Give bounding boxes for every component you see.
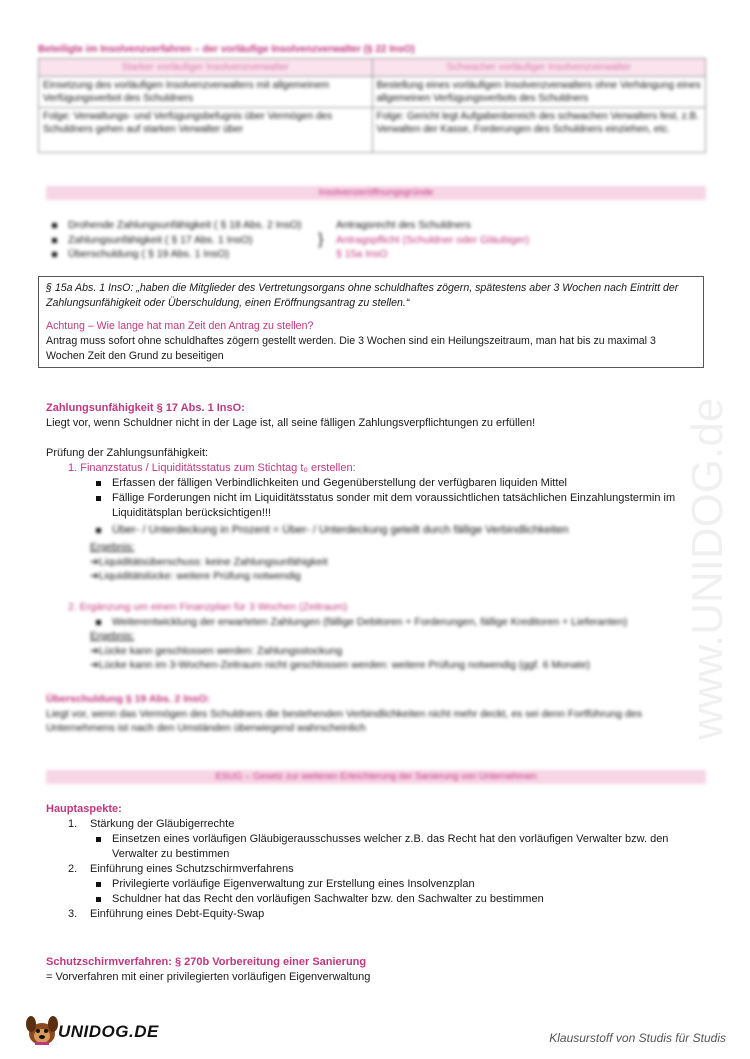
numbered-item (68, 907, 706, 922)
grounds-list (46, 218, 346, 262)
table-cell: Folge: Verwaltungs- und Verfügungsbefugnis über Vermögen des Schuldners gehen auf starken Verwalter über (39, 108, 373, 153)
section-title: Hauptaspekte: (46, 803, 122, 815)
section-banner-esug: ESUG – Gesetz zur weiteren Erleichterung der Sanierung von Unternehmen (46, 770, 706, 784)
grounds-right-item: Antragspflicht (Schuldner oder Gläubiger) (336, 233, 530, 246)
question-text: Achtung – Wie lange hat man Zeit den Antrag zu stellen? (46, 320, 314, 332)
item-number: 3. (68, 908, 78, 920)
list-item: Drohende Zahlungsunfähigkeit ( § 18 Abs. 2 InsO) (46, 218, 346, 233)
section-title: Schutzschirmverfahren: § 270b Vorbereitung einer Sanierung (46, 956, 367, 968)
list-item: Über- / Unterdeckung in Prozent = Über- / Unterdeckung geteilt durch fällige Verbindlichkeiten (90, 523, 710, 538)
watermark (680, 240, 740, 760)
list-item: Weiterentwicklung der erwarteten Zahlungen (fällige Debitoren + Forderungen, fällige Kreditoren + Lieferanten) (90, 615, 708, 630)
zahlungsunfaehigkeit-section (46, 401, 706, 521)
paragraph: Liegt vor, wenn Schuldner nicht in der Lage ist, all seine fälligen Zahlungsverpflichtungen zu erfüllen! (46, 417, 536, 429)
table-row (39, 77, 706, 108)
ergebnis-item: ➔Lücke kann geschlossen werden: Zahlungsstockung (90, 644, 343, 657)
unidog-logo (22, 1012, 162, 1048)
item-text: Einführung eines Schutzschirmverfahrens (90, 863, 294, 875)
quote-text: § 15a Abs. 1 InsO: „haben die Mitglieder des Vertretungsorgans ohne schuldhaftes zögern, spätestens aber 3 Wochen nach Eintritt der Zahlungsunfähigkeit oder Überschuldung, einen Eröffnungsantrag zu stellen.“ (46, 282, 679, 309)
item-text: Stärkung der Gläubigerrechte (90, 818, 235, 830)
ergebnis-item: ➔Liquiditätslücke: weitere Prüfung notwendig (90, 570, 301, 582)
ergebnis-label: Ergebnis: (90, 630, 135, 642)
table-row (39, 108, 706, 153)
item-number: 1. (68, 818, 78, 830)
numbered-item (68, 862, 706, 877)
table-header-cell: Schwacher vorläufiger Insolvenzverwalter (372, 59, 706, 77)
ergebnis-label: Ergebnis: (90, 541, 135, 553)
ergebnis-item: ➔Lücke kann im 3-Wochen-Zeitraum nicht geschlossen werden: weitere Prüfung notwendig (ggf. 6 Monate) (90, 659, 591, 671)
list-item: Zahlungsunfähigkeit ( § 17 Abs. 1 InsO) (46, 233, 346, 248)
zahlungsunfaehigkeit-blurred (90, 523, 710, 584)
grounds-right (336, 218, 596, 262)
step-title: 1. Finanzstatus / Liquiditätsstatus zum Stichtag t₀ erstellen: (68, 462, 356, 474)
paragraph: Prüfung der Zahlungsunfähigkeit: (46, 447, 209, 459)
list-item: Privilegierte vorläufige Eigenverwaltung zur Erstellung eines Insolvenzplan (90, 877, 706, 892)
table-cell: Bestellung eines vorläufigen Insolvenzverwalters ohne Verhängung eines allgemeinen Verfügungsverbots des Schuldners (372, 77, 706, 108)
hauptaspekte-section (46, 802, 706, 922)
item-text: Einführung eines Debt-Equity-Swap (90, 908, 265, 920)
paragraph: Liegt vor, wenn das Vermögen des Schuldners die bestehenden Verbindlichkeiten nicht mehr deckt, es sei denn Fortführung des Unternehmens ist nach den Umständen überwiegend wahrscheinlich (46, 707, 642, 734)
list-item: Überschuldung ( § 19 Abs. 1 InsO) (46, 247, 346, 262)
schutzschirm-section (46, 955, 706, 985)
logo-text: UNIDOG.DE (58, 1022, 159, 1041)
watermark-text: www.UNIDOG.de (683, 397, 732, 740)
quote-box (38, 276, 704, 368)
ueberschuldung-section (46, 692, 706, 736)
step2-block (68, 600, 708, 673)
list-item: Fällige Forderungen nicht im Liquiditätsstatus sonder mit dem voraussichtlichen tatsächlichen Einzahlungstermin im Liquiditätsplan berücksichtigen!!! (90, 491, 706, 521)
footer-tagline: Klausurstoff von Studis für Studis (549, 1031, 726, 1045)
item-number: 2. (68, 863, 78, 875)
section-heading-verwalter: Beteiligte im Insolvenzverfahren – der vorläufige Insolvenzverwalter (§ 22 InsO) (38, 44, 415, 55)
answer-text: Antrag muss sofort ohne schuldhaftes zögern gestellt werden. Die 3 Wochen sind ein Heilungszeitraum, man hat bis zu maximal 3 Wochen Zeit den Grund zu beseitigen (46, 335, 656, 362)
section-title: Überschuldung § 19 Abs. 2 InsO: (46, 693, 211, 705)
verwalter-table (38, 58, 706, 153)
table-header-row (39, 59, 706, 77)
ergebnis-item: ➔Liquiditätsüberschuss: keine Zahlungsunfähigkeit (90, 555, 328, 568)
section-banner-eroeffnungsgruende: Insolvenzeröffnungsgründe (46, 186, 706, 200)
list-item: Schuldner hat das Recht den vorläufigen Sachwalter bzw. den Sachwalter zu bestimmen (90, 892, 706, 907)
table-cell: Folge: Gericht legt Aufgabenbereich des schwachen Verwalters fest, z.B. Verwalten der Kasse, Forderungen des Schuldners einziehen, etc. (372, 108, 706, 153)
list-item: Erfassen der fälligen Verbindlichkeiten und Gegenüberstellung der verfügbaren liquiden Mittel (90, 476, 706, 491)
grounds-right-item: § 15a InsO (336, 248, 388, 260)
table-header-cell: Starker vorläufiger Insolvenzverwalter (39, 59, 373, 77)
brace-icon: } (318, 231, 324, 248)
grounds-right-item: Antragsrecht des Schuldners (336, 219, 471, 231)
table-cell: Einsetzung des vorläufigen Insolvenzverwalters mit allgemeinem Verfügungsverbot des Schuldners (39, 77, 373, 108)
list-item: Einsetzen eines vorläufigen Gläubigerausschusses welcher z.B. das Recht hat den vorläufigen Verwalter bzw. den Verwalter zu bestimmen (90, 832, 706, 862)
paragraph: = Vorverfahren mit einer privilegierten vorläufigen Eigenverwaltung (46, 971, 371, 983)
dog-mascot-icon (22, 1012, 62, 1048)
section-title: Zahlungsunfähigkeit § 17 Abs. 1 InsO: (46, 402, 245, 414)
numbered-item (68, 817, 706, 832)
step-title: 2. Ergänzung um einen Finanzplan für 3 Wochen (Zeitraum) (68, 601, 348, 613)
